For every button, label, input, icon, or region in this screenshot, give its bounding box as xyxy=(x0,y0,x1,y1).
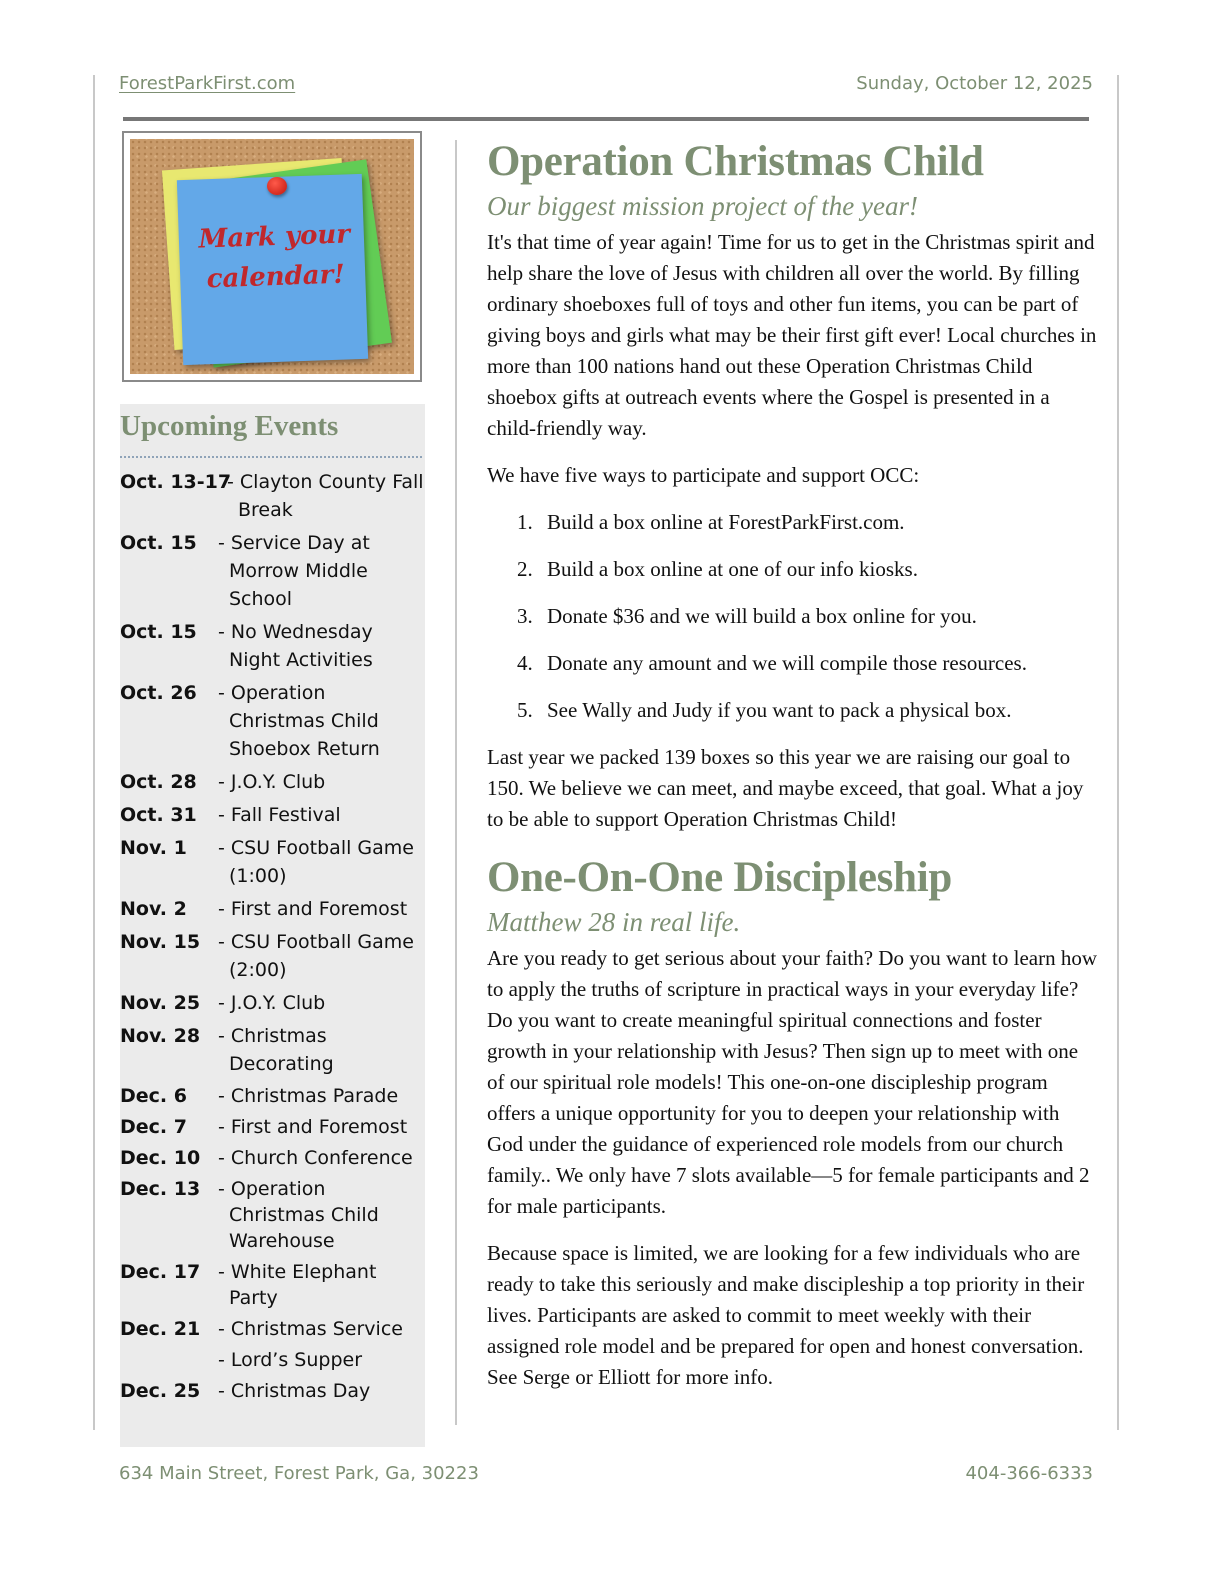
main-content xyxy=(487,135,1097,1409)
occ-subtitle: Our biggest mission project of the year! xyxy=(487,191,918,221)
event-item xyxy=(120,529,425,613)
occ-ways-list xyxy=(487,507,1097,726)
list-number: 2. xyxy=(517,557,533,581)
list-item xyxy=(487,554,1097,585)
event-item xyxy=(120,895,425,923)
footer-address: 634 Main Street, Forest Park, Ga, 30223 xyxy=(119,1463,479,1484)
list-number: 5. xyxy=(517,698,533,722)
event-item xyxy=(120,1022,425,1078)
discipleship-para1: Are you ready to get serious about your faith? Do you want to learn how to apply the truths of scripture in practical ways in your everyday life? Do you want to create meaningful spiritual connections and foster growth in your relationship with Jesus? Then sign up to meet with one of our spiritual role models! This one-on-one discipleship program offers a unique opportunity for you to deepen your relationship with God under the guidance of experienced role models from our church family.. We only have 7 slots available—5 for female participants and 2 for male participants. xyxy=(487,946,1098,1218)
list-text: Donate any amount and we will compile those resources. xyxy=(547,651,1027,675)
event-date: Dec. 13 xyxy=(120,1178,201,1200)
event-desc: - Church Conference xyxy=(218,1147,413,1169)
list-number: 4. xyxy=(517,651,533,675)
left-margin-line xyxy=(93,75,95,1430)
list-text: Build a box online at one of our info kiosks. xyxy=(547,557,918,581)
header-divider xyxy=(123,117,1089,121)
footer-phone: 404-366-6333 xyxy=(965,1463,1093,1484)
upcoming-events-sidebar xyxy=(120,404,425,1447)
event-item xyxy=(120,1145,425,1171)
event-date: Oct. 13-17 xyxy=(120,471,232,493)
event-desc: - First and Foremost xyxy=(218,898,408,920)
list-number: 3. xyxy=(517,604,533,628)
event-item xyxy=(120,1114,425,1140)
event-item xyxy=(120,618,425,674)
event-desc: - CSU Football Game (1:00) xyxy=(218,837,414,887)
event-item xyxy=(120,679,425,763)
event-date: Nov. 25 xyxy=(120,992,201,1014)
right-margin-line xyxy=(1117,75,1119,1430)
occ-title: Operation Christmas Child xyxy=(487,138,984,185)
event-desc: - Operation Christmas Child Shoebox Return xyxy=(218,682,380,760)
event-date: Oct. 28 xyxy=(120,771,197,793)
events-list xyxy=(120,468,425,1409)
event-date: Oct. 26 xyxy=(120,682,197,704)
event-date: Oct. 31 xyxy=(120,804,197,826)
occ-intro: It's that time of year again! Time for us to get in the Christmas spirit and help share the love of Jesus with children all over the world. By filling ordinary shoeboxes full of toys and other fun items, you can be part of giving boys and girls what may be their first gift ever! Local churches in more than 100 nations hand out these Operation Christmas Child shoebox gifts at outreach events where the Gospel is presented in a child-friendly way. xyxy=(487,230,1097,440)
event-date: Oct. 15 xyxy=(120,532,197,554)
website-link[interactable]: ForestParkFirst.com xyxy=(119,73,296,94)
list-item xyxy=(487,648,1097,679)
image-caption-line2: calendar! xyxy=(206,259,346,295)
corkboard xyxy=(130,139,414,374)
event-date: Dec. 7 xyxy=(120,1116,187,1138)
event-item xyxy=(120,989,425,1017)
event-desc: - Christmas Decorating xyxy=(218,1025,334,1075)
event-desc: - White Elephant Party xyxy=(218,1261,377,1309)
event-item xyxy=(120,1378,425,1404)
event-desc: - First and Foremost xyxy=(218,1116,408,1138)
event-item xyxy=(120,468,425,524)
event-item xyxy=(120,801,425,829)
list-number: 1. xyxy=(517,510,533,534)
list-item xyxy=(487,507,1097,538)
event-desc: - Christmas Service xyxy=(218,1318,403,1340)
header-date: Sunday, October 12, 2025 xyxy=(856,73,1093,94)
event-desc: - Christmas Parade xyxy=(218,1085,399,1107)
event-desc: - CSU Football Game (2:00) xyxy=(218,931,414,981)
event-desc: - Operation Christmas Child Warehouse xyxy=(218,1178,379,1252)
event-item xyxy=(120,1347,425,1373)
list-item xyxy=(487,695,1097,726)
list-item xyxy=(487,601,1097,632)
event-date: Dec. 17 xyxy=(120,1261,201,1283)
discipleship-article xyxy=(487,851,1097,1393)
event-desc: - Lord’s Supper xyxy=(218,1349,363,1371)
event-desc: - Clayton County Fall Break xyxy=(227,471,424,521)
event-date: Nov. 2 xyxy=(120,898,187,920)
list-text: See Wally and Judy if you want to pack a physical box. xyxy=(547,698,1012,722)
mark-your-calendar-image xyxy=(122,131,422,382)
event-item xyxy=(120,834,425,890)
event-desc: - Christmas Day xyxy=(218,1380,371,1402)
list-text: Build a box online at ForestParkFirst.com. xyxy=(547,510,905,534)
event-date: Dec. 21 xyxy=(120,1318,201,1340)
event-date: Dec. 10 xyxy=(120,1147,201,1169)
discipleship-title: One-On-One Discipleship xyxy=(487,854,952,901)
event-item xyxy=(120,1083,425,1109)
push-pin-icon xyxy=(267,177,287,195)
discipleship-para2: Because space is limited, we are looking for a few individuals who are ready to take this seriously and make discipleship a top priority in their lives. Participants are asked to commit to meet weekly with their assigned role model and be prepared for open and honest conversation. See Serge or Elliott for more info. xyxy=(487,1241,1085,1389)
event-date: Oct. 15 xyxy=(120,621,197,643)
event-date: Nov. 1 xyxy=(120,837,187,859)
event-desc: - No Wednesday Night Activities xyxy=(218,621,373,671)
event-date: Dec. 25 xyxy=(120,1380,201,1402)
occ-closing: Last year we packed 139 boxes so this year we are raising our goal to 150. We believe we can meet, and maybe exceed, that goal. What a joy to be able to support Operation Christmas Child! xyxy=(487,745,1084,831)
event-date xyxy=(120,1347,218,1373)
event-item xyxy=(120,928,425,984)
event-desc: - Service Day at Morrow Middle School xyxy=(218,532,370,610)
event-item xyxy=(120,768,425,796)
event-desc: - Fall Festival xyxy=(218,804,341,826)
event-date: Nov. 15 xyxy=(120,931,201,953)
occ-article xyxy=(487,135,1097,835)
list-text: Donate $36 and we will build a box online for you. xyxy=(547,604,977,628)
discipleship-subtitle: Matthew 28 in real life. xyxy=(487,907,741,937)
event-item xyxy=(120,1316,425,1342)
image-caption-line1: Mark your xyxy=(198,219,351,255)
event-desc: - J.O.Y. Club xyxy=(218,771,326,793)
event-item xyxy=(120,1259,425,1311)
event-item xyxy=(120,1176,425,1254)
event-desc: - J.O.Y. Club xyxy=(218,992,326,1014)
column-divider xyxy=(455,140,457,1425)
event-date: Nov. 28 xyxy=(120,1025,201,1047)
event-date: Dec. 6 xyxy=(120,1085,187,1107)
dotted-divider xyxy=(120,456,422,458)
occ-ways-intro: We have five ways to participate and support OCC: xyxy=(487,463,920,487)
image-caption xyxy=(184,214,367,300)
sidebar-title: Upcoming Events xyxy=(120,410,339,442)
